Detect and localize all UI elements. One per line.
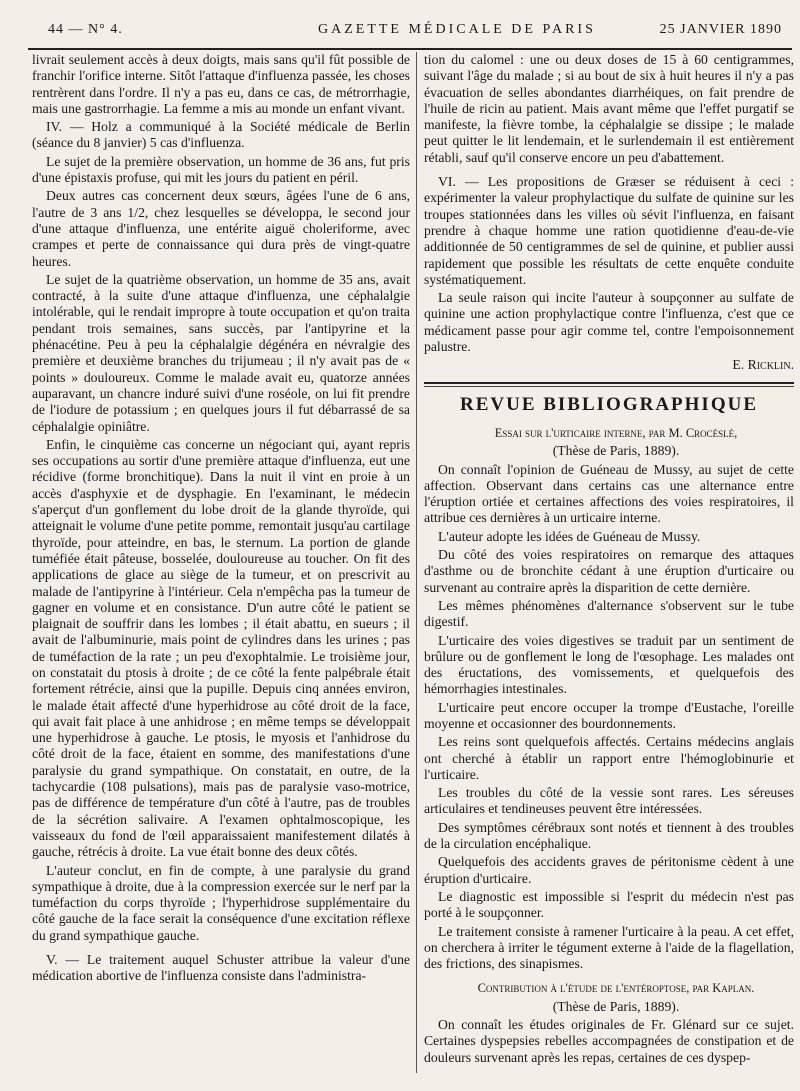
paragraph: L'auteur adopte les idées de Guéneau de Mussy.	[438, 528, 701, 544]
header-rule	[28, 48, 792, 50]
paragraph: V. — Le traitement auquel Schuster attribue la valeur d'une médication abortive de l'influenza consiste dans l'administra-	[32, 952, 410, 984]
paragraph: On connaît les études originales de Fr. Glénard sur ce sujet. Certaines dyspepsies rebelles accompagnées de constipation et de douleurs survenant après les repas, certaines de ces dyspep-	[424, 1017, 794, 1065]
signature-text: E. Ricklin.	[732, 357, 794, 373]
paragraph: Du côté des voies respiratoires on remarque des attaques d'asthme ou de bronchite cédant à une éruption d'urticaire ou survenant au contraire après la disparition de cette dernière.	[424, 547, 794, 595]
paragraph: Les troubles du côté de la vessie sont rares. Les séreuses articulaires et tendineuses peuvent être intéressées.	[424, 785, 794, 817]
paragraph: IV. — Holz a communiqué à la Société médicale de Berlin (séance du 8 janvier) 5 cas d'influenza.	[32, 119, 410, 151]
paragraph: Des symptômes cérébraux sont notés et tiennent à des troubles de la circulation encéphalique.	[424, 819, 794, 852]
paragraph: On connaît l'opinion de Guéneau de Mussy, au sujet de cette affection. Observant dans certains cas une alternance entre l'éruption ortiée et certaines affections des voies respiratoires, il attribue ces dernières à un urticaire interne.	[424, 461, 794, 526]
author-signature	[424, 357, 794, 373]
section-title: REVUE BIBLIOGRAPHIQUE	[459, 393, 759, 415]
article-subtitle: (Thèse de Paris, 1889).	[552, 443, 680, 459]
page-number: 44 — N° 4.	[48, 22, 123, 37]
paragraph: L'urticaire des voies digestives se traduit par un sentiment de brûlure ou de gonflement le long de l'œsophage. Les malades ont des éructations, des vomissements, et quelquefois des hémorrhagies intestinales.	[424, 632, 794, 697]
article-subtitle: (Thèse de Paris, 1889).	[552, 998, 680, 1014]
page-header	[28, 18, 788, 42]
issue-date: 25 JANVIER 1890	[659, 22, 782, 37]
column-divider	[416, 52, 417, 1073]
right-column	[424, 52, 794, 1068]
paragraph: Enfin, le cinquième cas concerne un négociant qui, ayant repris ses occupations au sortir d'une première attaque d'influenza, eut une récidive (forme bronchitique). Dans la nuit il vint en proie à un accès d'asphyxie et de dysphagie. En l'examinant, le médecin s'aperçut d'un gonflement du lobe droit de la glande thyroïde, qui atteignait le volume d'une petite pomme, remontait jusqu'au cartilage thyroïde, pour atteindre, en bas, le sternum. La portion de glande tuméfiée était pâteuse, bosselée, douloureuse au toucher. On fit des applications de glace au siège de la tumeur, et on prescrivit au malade de l'antipyrine à l'intérieur. Cela n'empêcha pas la tumeur de gagner en volume et en consistance. D'un autre côté le patient se plaignait de souffrir dans les lombes ; il était abattu, en sueurs ; il avait de l'albuminurie, mais point de cylindres dans les urines ; pas de tuméfaction de la rate ; un peu d'exophtalmie. Le troisième jour, on constatait du ptosis à droite ; de ce côté la fente palpébrale était fortement rétrécie, ainsi que la pupille. Depuis cinq années environ, le malade était affecté d'une hyperhidrose au côté droit de la face, qui avait fait place à une anhidrose ; en même temps se développait une hyperhidrose à gauche. Le ptosis, le myosis et l'anhidrose du côté droit de la face, étaient en somme, des manifestations d'une paralysie du grand sympathique. On constatait, en outre, de la tachycardie (108 pulsations), mais pas de paralysie vaso-motrice, pas de différence de température d'un côté à l'autre, pas de troubles de la sécrétion salivaire. A l'examen ophtalmoscopique, les vaisseaux du fond de l'œil apparaissaient manifestement dilatés à gauche, rétrécis à droite. La vue était bonne des deux côtés.	[32, 436, 410, 860]
paragraph: VI. — Les propositions de Græser se réduisent à ceci : expérimenter la valeur prophylactique du sulfate de quinine sur les troupes stationnées dans les villes où sévit l'influenza, en faisant prendre à chaque homme une ration quotidienne d'eau-de-vie additionnée de 50 centigrammes de sel de quinine, et publier aussi rapidement que possible les résultats de cette enquête conduite systématiquement.	[424, 174, 794, 287]
paragraph: Le diagnostic est impossible si l'esprit du médecin n'est pas porté à le soupçonner.	[424, 888, 794, 921]
paragraph: Les reins sont quelquefois affectés. Certains médecins anglais ont cherché à établir un rapport entre l'hémoglobinurie et l'urticaire.	[424, 734, 794, 782]
paragraph: L'auteur conclut, en fin de compte, à une paralysie du grand sympathique à droite, due à la compression exercée sur le nerf par la tuméfaction du corps thyroïde ; l'hyperhidrose supplémentaire du côté gauche de la face serait la conséquence d'une excitation réflexe du grand sympathique gauche.	[32, 862, 410, 943]
paragraph: Le sujet de la première observation, un homme de 36 ans, fut pris d'une épistaxis profuse, qui mit les jours du patient en péril.	[32, 153, 410, 186]
paragraph: L'urticaire peut encore occuper la trompe d'Eustache, l'oreille moyenne et occasionner des bourdonnements.	[424, 699, 794, 731]
paragraph: Le sujet de la quatrième observation, un homme de 35 ans, avait contracté, à la suite d'une attaque d'influenza, une céphalalgie intolérable, qui le rendait impropre à toute occupation et qu'on traita pendant trois semaines, sans succès, par l'antipyrine et la phénacétine. Peu à peu la céphalalgie dégénéra en névralgie des première et deuxième branches du trijumeau ; il n'y avait pas de « points » douloureux. Comme le malade avait eu, quatorze années auparavant, un chancre induré suivi d'une roséole, on lui fit prendre de l'iodure de potassium ; en quelques jours il fut débarrassé de sa céphalalgie opiniâtre.	[32, 271, 410, 434]
paragraph: Quelquefois des accidents graves de péritonisme cèdent à une éruption d'urticaire.	[424, 854, 794, 886]
paragraph: tion du calomel : une ou deux doses de 15 à 60 centigrammes, suivant l'âge du malade ; si au bout de six à huit heures il n'y a pas évacuation de selles abondantes diarrhéiques, on fait prendre de l'huile de ricin au patient. Mais avant même que l'effet purgatif se manifeste, la fièvre tombe, la céphalalgie se dissipe ; le malade peut quitter le lit lendemain, et le surlendemain il est entièrement rétabli, sauf qu'il conserve encore un peu d'abattement.	[424, 52, 794, 165]
article-title-text: Essai sur l'urticaire interne, par M. Crocéslé,	[494, 425, 738, 440]
paragraph: La seule raison qui incite l'auteur à soupçonner au sulfate de quinine une action prophylactique contre l'influenza, c'est que ce médicament passe pour agir comme tel, contre l'empoisonnement palustre.	[424, 290, 794, 355]
journal-title: GAZETTE MÉDICALE DE PARIS	[318, 22, 596, 37]
paragraph: Les mêmes phénomènes d'alternance s'observent sur le tube digestif.	[424, 597, 794, 630]
article-title	[424, 425, 794, 441]
left-column	[32, 52, 410, 987]
section-rule	[424, 382, 794, 384]
paragraph: Deux autres cas concernent deux sœurs, âgées l'une de 6 ans, l'autre de 3 ans 1/2, chez lesquelles se développa, le second jour d'une attaque d'influenza, une entérite aiguë choleriforme, avec crampes et perte de connaissance qui dura près de vingt-quatre heures.	[32, 188, 410, 269]
section-rule-thin	[424, 386, 794, 387]
article-title-text: Contribution à l'étude de l'entéroptose, par Kaplan.	[477, 981, 755, 996]
paragraph: livrait seulement accès à deux doigts, mais sans qu'il fût possible de franchir l'orifice interne. Sitôt l'attaque d'influenza passée, les choses rentrèrent dans l'ordre. Il n'y a pas eu, dans ce cas, de métrorrhagie, mais une gastrorrhagie. La femme a mis au monde un enfant vivant.	[32, 52, 410, 116]
article-title	[424, 980, 794, 996]
paragraph: Le traitement consiste à ramener l'urticaire à la peau. A cet effet, on cherchera à irriter le tégument externe à l'aide de la flagellation, des frictions, des sinapismes.	[424, 923, 794, 972]
